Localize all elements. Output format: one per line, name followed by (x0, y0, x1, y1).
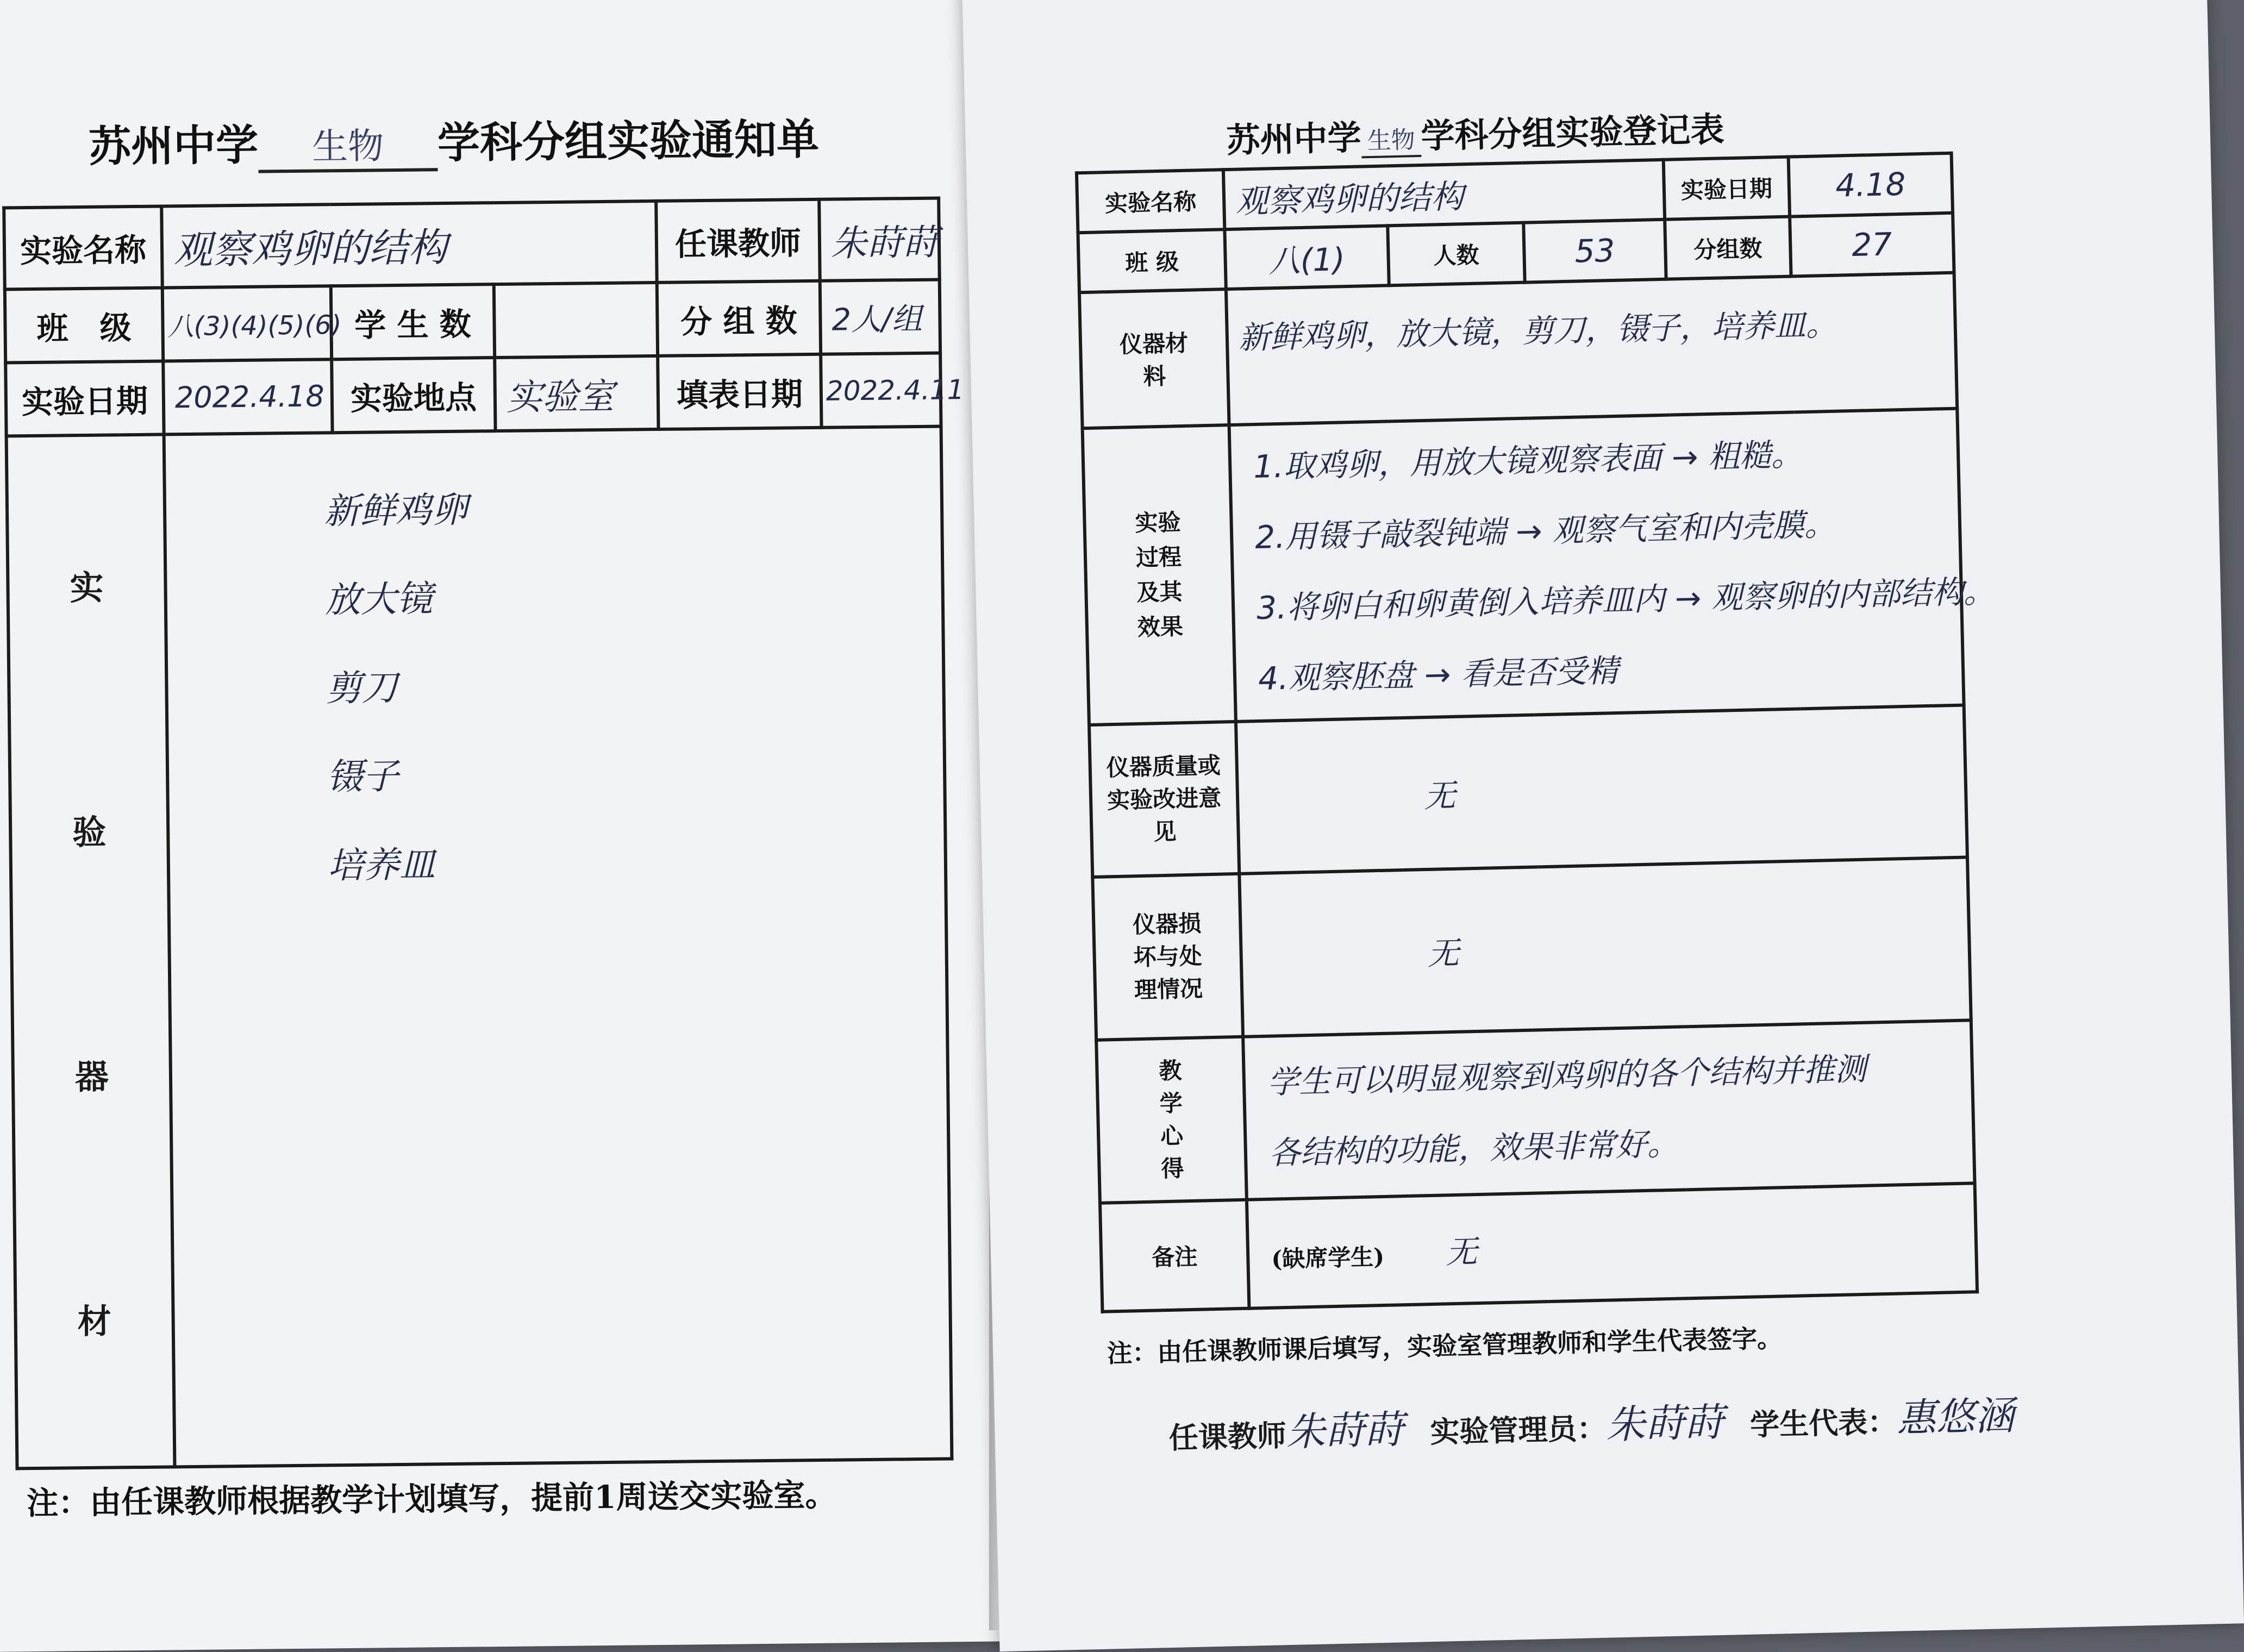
value-fill-date: 2022.4.11 (821, 353, 941, 428)
label-location: 实验地点 (332, 358, 495, 433)
title-subject: 生物 (258, 116, 438, 173)
process-step: 3.将卵白和卵黄倒入培养皿内 → 观察卵的内部结构。 (1256, 573, 1996, 627)
label-student-count: 学 生 数 (331, 284, 495, 359)
value-quality: 无 (1236, 705, 1967, 874)
notice-form-sheet (0, 0, 1012, 1652)
title-subject: 生物 (1361, 120, 1422, 158)
equipment-item: 镊子 (326, 755, 399, 798)
value-materials: 新鲜鸡卵，放大镜，剪刀，镊子，培养皿。 (1226, 273, 1957, 425)
notice-footnote: 注：由任课教师根据教学计划填写，提前1周送交实验室。 (26, 1476, 837, 1522)
equipment-item: 放大镜 (324, 578, 433, 621)
label-equipment (8, 461, 173, 1441)
signature-row (1168, 1384, 2031, 1460)
value-group-count: 27 (1790, 213, 1954, 277)
value-experiment-date: 2022.4.18 (163, 359, 332, 434)
label-teacher-signature: 任课教师 (1168, 1418, 1287, 1456)
value-teacher: 朱莳莳 (819, 198, 940, 281)
label-materials: 仪器材料 (1079, 289, 1229, 428)
process-step: 4.观察胚盘 → 看是否受精 (1258, 652, 1619, 697)
equipment-list (166, 428, 950, 1415)
value-location: 实验室 (495, 356, 658, 431)
value-people: 53 (1523, 220, 1666, 283)
value-reflection-line: 学生可以明显观察到鸡卵的各个结构并推测 (1267, 1050, 1867, 1101)
value-experiment-name: 观察鸡卵的结构 (1223, 160, 1665, 229)
remarks-cell (1247, 1183, 1977, 1308)
equipment-item: 剪刀 (326, 666, 398, 710)
label-class: 班 级 (5, 287, 163, 362)
label-people: 人数 (1387, 223, 1524, 286)
title-school: 苏州中学 (1226, 117, 1362, 161)
label-equipment-char: 验 (72, 812, 107, 852)
value-remarks: 无 (1445, 1233, 1478, 1271)
equipment-item: 培养皿 (327, 843, 436, 887)
label-experiment-date: 实验日期 (1664, 157, 1790, 220)
value-damage: 无 (1239, 857, 1971, 1036)
label-quality: 仪器质量或实验改进意见 (1089, 722, 1239, 877)
label-group-count: 分 组 数 (657, 281, 821, 356)
process-step: 1.取鸡卵，用放大镜观察表面 → 粗糙。 (1253, 436, 1803, 486)
label-fill-date: 填表日期 (658, 354, 821, 429)
label-teacher: 任课教师 (656, 199, 820, 283)
label-manager-signature: 实验管理员： (1429, 1410, 1607, 1450)
equipment-label-cell (7, 434, 175, 1468)
process-step: 2.用镊子敲裂钝端 → 观察气室和内壳膜。 (1254, 505, 1836, 556)
label-experiment-name: 实验名称 (4, 206, 162, 289)
value-experiment-name: 观察鸡卵的结构 (161, 201, 657, 288)
notice-form-title (88, 105, 819, 175)
title-form-name: 学科分组实验登记表 (1420, 109, 1725, 156)
record-form-table (1075, 152, 1996, 1313)
label-process: 实验过程及其效果 (1083, 425, 1236, 725)
value-student-count (494, 283, 658, 358)
label-experiment-date: 实验日期 (5, 361, 164, 436)
label-equipment-char: 器 (74, 1056, 109, 1097)
value-class: 八(3)(4)(5)(6) (162, 286, 332, 361)
student-signature: 惠悠涵 (1896, 1392, 2015, 1441)
value-reflection-line: 各结构的功能，效果非常好。 (1268, 1125, 1679, 1172)
title-form-name: 学科分组实验通知单 (437, 114, 820, 168)
value-group-count: 2人/组 (820, 280, 940, 354)
label-equipment-char: 实 (70, 567, 104, 608)
label-group-count: 分组数 (1665, 217, 1791, 279)
label-damage: 仪器损坏与处理情况 (1092, 874, 1243, 1040)
reflection-cell (1243, 1020, 1974, 1199)
label-reflection: 教学心得 (1096, 1037, 1247, 1203)
label-absent-students: (缺席学生) (1271, 1243, 1385, 1273)
value-experiment-date: 4.18 (1789, 153, 1953, 217)
notice-form-table (2, 196, 965, 1470)
value-class: 八(1) (1224, 226, 1389, 289)
label-remarks: 备注 (1100, 1200, 1249, 1312)
record-form-sheet (962, 0, 2244, 1651)
label-equipment-char: 材 (77, 1301, 112, 1341)
label-student-signature: 学生代表： (1749, 1404, 1897, 1442)
equipment-list-cell (164, 426, 952, 1467)
process-steps (1253, 416, 1996, 714)
record-footnote: 注：由任课教师课后填写，实验室管理教师和学生代表签字。 (1107, 1323, 1783, 1368)
title-school: 苏州中学 (88, 120, 259, 172)
equipment-item: 新鲜鸡卵 (323, 489, 468, 533)
manager-signature: 朱莳莳 (1605, 1399, 1724, 1448)
record-form-title (1226, 102, 1725, 162)
label-experiment-name: 实验名称 (1077, 170, 1224, 233)
label-class: 班 级 (1078, 229, 1226, 292)
teacher-signature: 朱莳莳 (1285, 1406, 1404, 1455)
steps-cell (1229, 409, 1996, 722)
